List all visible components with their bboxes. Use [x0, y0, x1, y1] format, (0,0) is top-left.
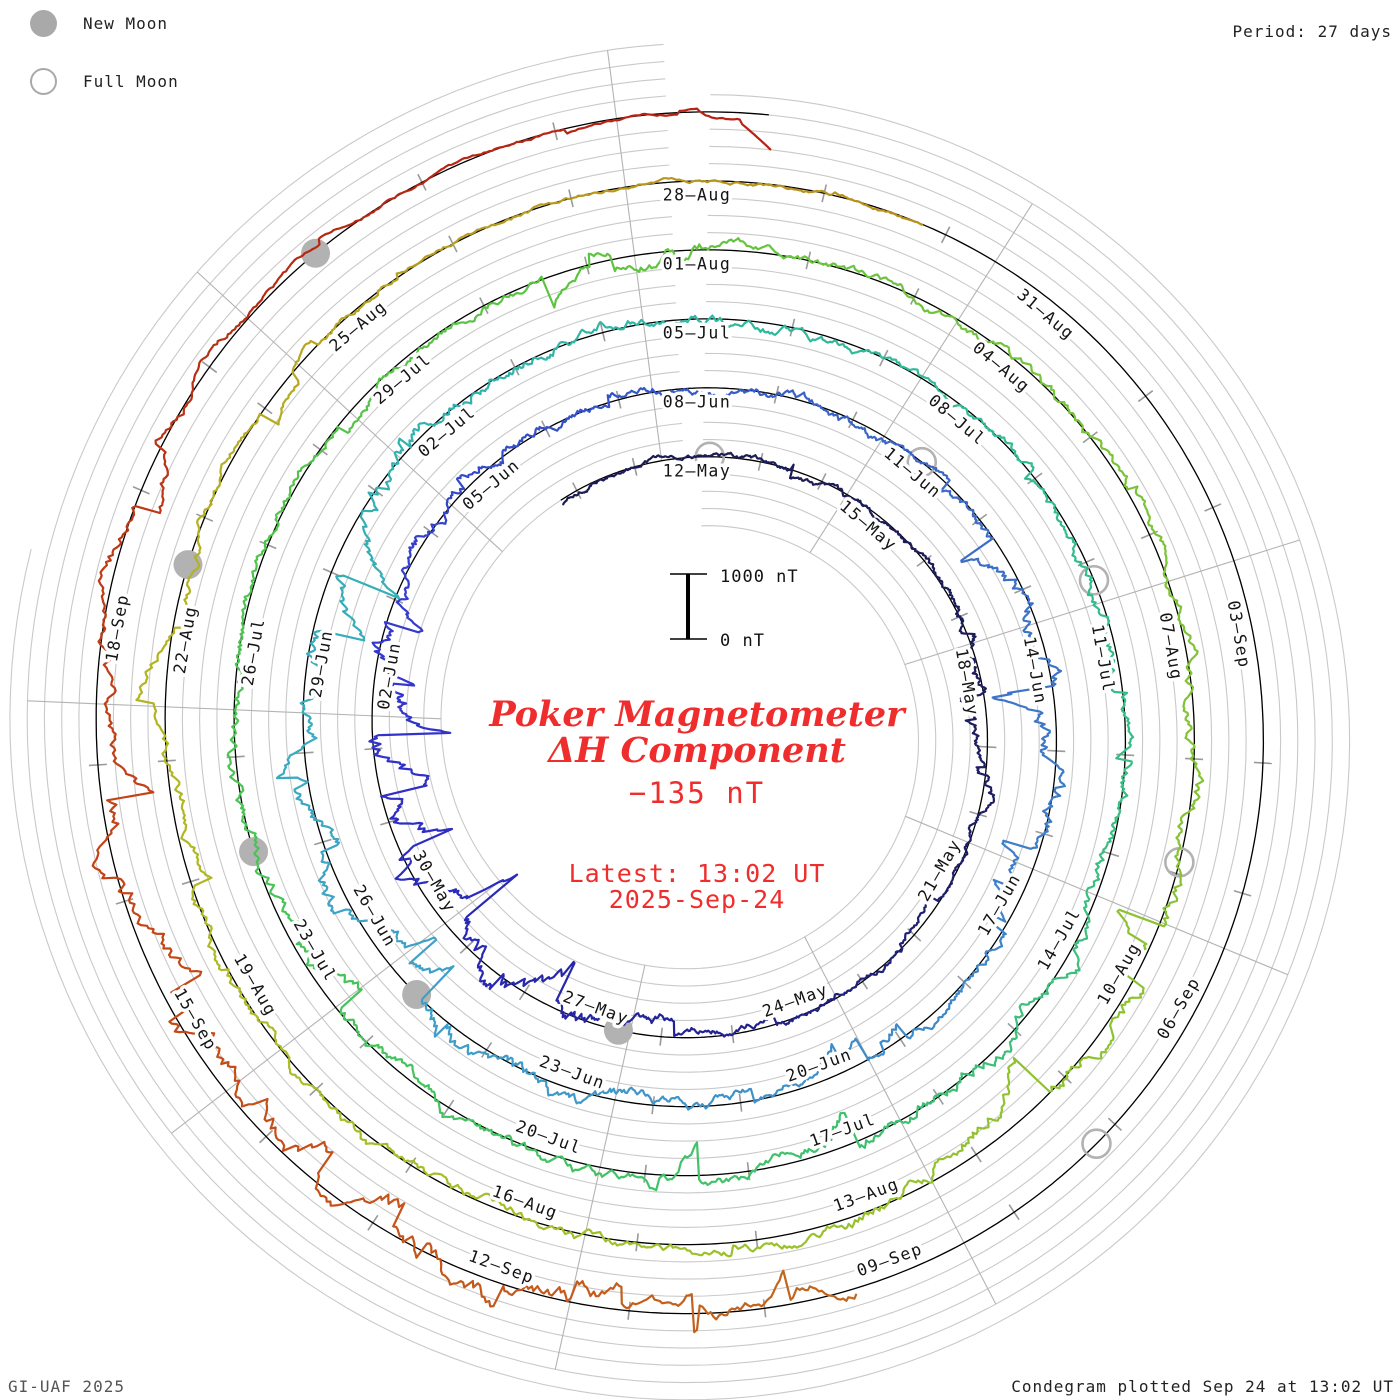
- date-label: 21–May: [914, 835, 965, 905]
- date-label: 31–Aug: [1013, 284, 1079, 344]
- date-label: 23–Jul: [289, 916, 341, 985]
- date-label: 08–Jun: [662, 392, 732, 412]
- date-label: 12–May: [662, 461, 732, 481]
- date-label: 02–Jun: [373, 640, 405, 712]
- date-label: 15–May: [836, 496, 901, 556]
- plot-title-line1: Poker Magnetometer: [489, 694, 905, 735]
- latest-time: Latest: 13:02 UT: [568, 859, 826, 888]
- date-label: 19–Aug: [229, 950, 281, 1020]
- date-label: 10–Aug: [1093, 939, 1145, 1008]
- current-value: −135 nT: [628, 776, 766, 810]
- date-label: 23–Jun: [536, 1051, 608, 1094]
- date-label: 14–Jun: [1019, 635, 1051, 706]
- date-label: 01–Aug: [662, 254, 732, 274]
- date-label: 28–Aug: [662, 185, 732, 205]
- date-label: 06–Sep: [1153, 973, 1204, 1043]
- date-label: 07–Aug: [1155, 611, 1187, 682]
- date-label: 20–Jul: [513, 1116, 585, 1158]
- new-moon-marker: [239, 837, 268, 866]
- date-label: 17–Jul: [807, 1109, 879, 1151]
- credit-label: GI-UAF 2025: [8, 1377, 125, 1396]
- date-label: 05–Jun: [458, 455, 524, 514]
- scale-bar-bottom-label: 0 nT: [720, 631, 765, 651]
- date-label: 18–May: [951, 646, 983, 718]
- date-label: 09–Sep: [854, 1239, 926, 1281]
- latest-date: 2025-Sep-24: [608, 885, 786, 914]
- date-label: 29–Jun: [305, 628, 337, 700]
- full-moon-label: Full Moon: [83, 71, 179, 91]
- date-label: 26–Jun: [349, 881, 401, 951]
- scale-bar: [670, 567, 799, 651]
- date-label: 27–May: [560, 986, 632, 1029]
- date-label: 20–Jun: [783, 1044, 855, 1086]
- center-text-block: [488, 694, 907, 914]
- date-label: 11–Jul: [1087, 622, 1119, 694]
- plot-title-line2: ΔH Component: [548, 730, 846, 771]
- date-label: 25–Aug: [325, 296, 391, 356]
- period-label: Period: 27 days: [1232, 22, 1392, 41]
- date-label: 05–Jul: [662, 323, 732, 343]
- date-label: 11–Jun: [880, 443, 946, 503]
- date-label: 24–May: [759, 979, 831, 1021]
- date-label: 02–Jul: [414, 402, 480, 462]
- date-label: 17–Jun: [973, 870, 1025, 939]
- date-label: 03–Sep: [1223, 598, 1255, 670]
- new-moon-label: New Moon: [83, 13, 169, 33]
- date-label: 26–Jul: [237, 616, 269, 688]
- date-label: 04–Aug: [969, 337, 1034, 397]
- date-label: 22–Aug: [169, 604, 201, 676]
- scale-bar-top-label: 1000 nT: [720, 567, 799, 587]
- date-label: 12–Sep: [466, 1246, 538, 1288]
- date-label: 29–Jul: [369, 349, 435, 409]
- date-label: 13–Aug: [830, 1174, 902, 1216]
- date-label: 16–Aug: [489, 1181, 561, 1223]
- date-label: 08–Jul: [924, 390, 990, 450]
- date-label: 15–Sep: [170, 985, 221, 1054]
- date-label: 30–May: [409, 847, 460, 916]
- date-label: 14–Jul: [1033, 904, 1085, 974]
- plotted-timestamp: Condegram plotted Sep 24 at 13:02 UT: [1011, 1377, 1394, 1396]
- date-label: 18–Sep: [101, 592, 133, 664]
